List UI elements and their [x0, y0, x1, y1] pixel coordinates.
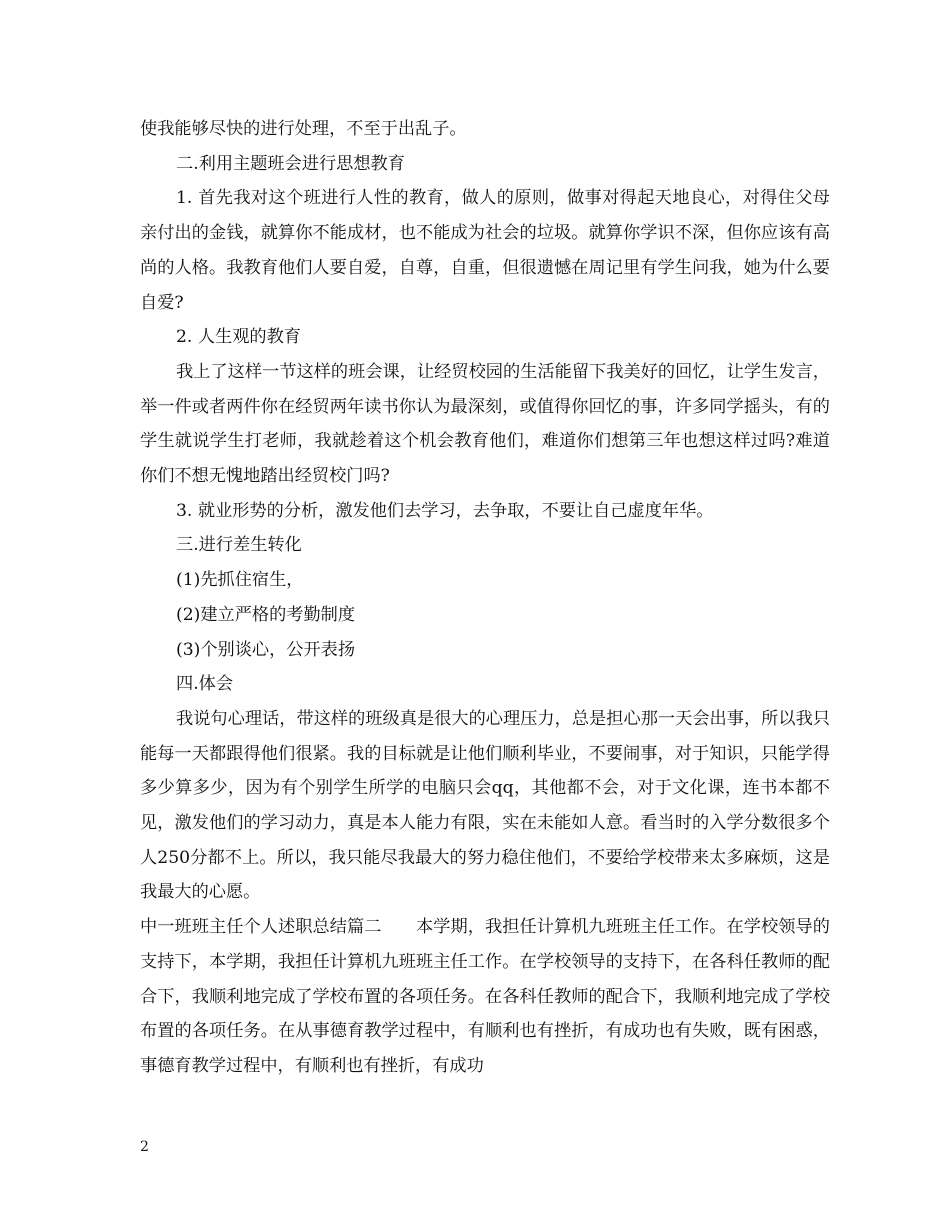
paragraph-3: 1. 首先我对这个班进行人性的教育，做人的原则，做事对得起天地良心，对得住父母亲付出的金钱，就算你不能成材，也不能成为社会的垃圾。就算你学识不深，但你应该有高尚的人格。我教育他们人要自爱，自尊，自重，但很遗憾在周记里有学生问我，她为什么要自爱? — [140, 188, 830, 313]
paragraph-5: 我上了这样一节这样的班会课，让经贸校园的生活能留下我美好的回忆，让学生发言，举一件或者两件你在经贸两年读书你认为最深刻，或值得你回忆的事，许多同学摇头，有的学生就说学生打老师，我就趁着这个机会教育他们，难道你们想第三年也想这样过吗?难道你们不想无愧地踏出经贸校门吗? — [140, 361, 830, 487]
section-heading-2: 二.利用主题班会进行思想教育 — [176, 153, 405, 174]
section-heading-11: 四.体会 — [176, 674, 234, 695]
list-item-8: (1)先抓住宿生， — [176, 570, 304, 591]
paragraph-1: 使我能够尽快的进行处理，不至于出乱子。 — [140, 119, 467, 139]
paragraph-13: 中一班班主任个人述职总结篇二 本学期，我担任计算机九班班主任工作。在学校领导的支持下，本学期，我担任计算机九班班主任工作。在学校领导的支持下，在各科任教师的配合下，我顺利地完成了学校布置的各项任务。在各科任教师的配合下，我顺利地完成了学校布置的各项任务。在从事德育教学过程中，有顺利也有挫折，有成功也有失败，既有困惑，事德育教学过程中，有顺利也有挫折，有成功 — [140, 917, 830, 1076]
list-item-10: (3)个别谈心，公开表扬 — [176, 639, 356, 660]
list-item-9: (2)建立严格的考勤制度 — [176, 604, 356, 625]
paragraph-12: 我说句心理话，带这样的班级真是很大的心理压力，总是担心那一天会出事，所以我只能每一天都跟得他们很紧。我的目标就是让他们顺利毕业，不要闹事，对于知识，只能学得多少算多少，因为有个别学生所学的电脑只会qq，其他都不会，对于文化课，连书本都不见，激发他们的学习动力，真是本人能力有限，实在未能如人意。看当时的入学分数很多个人250分都不上。所以，我只能尽我最大的努力稳住他们，不要给学校带来太多麻烦，这是我最大的心愿。 — [140, 708, 830, 903]
document-body — [140, 112, 830, 1084]
section-heading-7: 三.进行差生转化 — [176, 535, 302, 556]
paragraph-6: 3. 就业形势的分析，激发他们去学习，去争取，不要让自己虚度年华。 — [176, 500, 714, 521]
subheading-4: 2. 人生观的教育 — [176, 327, 301, 348]
page-number: 2 — [140, 1139, 149, 1155]
